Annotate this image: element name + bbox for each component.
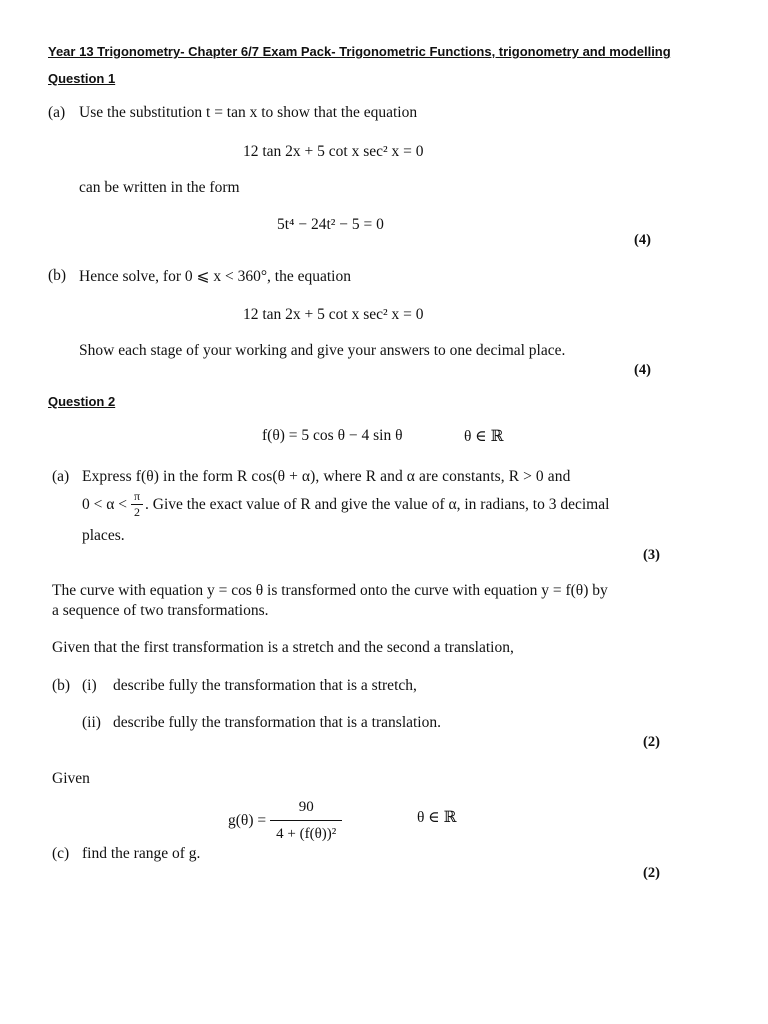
q2-part-c-marks: (2) (643, 865, 660, 881)
q2-curve-line-1: The curve with equation y = cos θ is transformed onto the curve with equation y = f(θ) by (52, 582, 608, 599)
q2-alpha-range: 0 < α < (82, 495, 127, 513)
q1-part-b-label: (b) (48, 267, 67, 284)
q2-given-stretch: Given that the first transformation is a stretch and the second a translation, (52, 639, 514, 656)
q2-g-definition (228, 796, 342, 845)
g-lhs: g(θ) = (228, 811, 267, 829)
q2-part-a-line-2 (82, 490, 609, 519)
q2-given: Given (52, 770, 90, 787)
q2-function-domain: θ ∈ ℝ (464, 428, 504, 445)
g-numerator: 90 (270, 796, 342, 821)
q1-equation-3: 12 tan 2x + 5 cot x sec² x = 0 (243, 306, 424, 323)
q1-part-a-marks: (4) (634, 232, 651, 248)
q2-part-b-i-label: (i) (82, 677, 97, 694)
q1-part-b-text: Hence solve, for 0 ⩽ x < 360°, the equation (79, 268, 351, 285)
pi-over-2-fraction (131, 490, 143, 519)
q1-equation-1: 12 tan 2x + 5 cot x sec² x = 0 (243, 143, 424, 160)
q2-g-domain: θ ∈ ℝ (417, 809, 457, 826)
q2-part-c-text: find the range of g. (82, 845, 201, 862)
question-1-heading: Question 1 (48, 71, 116, 86)
q2-part-b-ii-label: (ii) (82, 714, 101, 731)
g-fraction (270, 796, 342, 845)
q2-part-b-label: (b) (52, 677, 71, 694)
g-denominator: 4 + (f(θ))² (276, 826, 337, 842)
question-2-heading: Question 2 (48, 394, 116, 409)
q2-part-b-marks: (2) (643, 734, 660, 750)
q2-part-b-i-text: describe fully the transformation that is a stretch, (113, 677, 417, 694)
q2-function-definition: f(θ) = 5 cos θ − 4 sin θ (262, 427, 403, 444)
q1-part-a-text: Use the substitution t = tan x to show that the equation (79, 104, 418, 121)
q2-part-b-ii-text: describe fully the transformation that is a translation. (113, 714, 441, 731)
q2-part-a-label: (a) (52, 468, 70, 485)
fraction-denominator: 2 (134, 505, 141, 519)
q1-part-b-marks: (4) (634, 362, 651, 378)
q1-part-b-instruction: Show each stage of your working and give your answers to one decimal place. (79, 342, 566, 359)
q2-part-a-marks: (3) (643, 547, 660, 563)
q2-part-c-label: (c) (52, 845, 70, 862)
q2-part-a-line-3: places. (82, 527, 125, 544)
q1-can-be-written: can be written in the form (79, 179, 240, 196)
q2-curve-line-2: a sequence of two transformations. (52, 602, 269, 619)
q2-part-a-line-2-text: . Give the exact value of R and give the value of α, in radians, to 3 decimal (145, 495, 610, 513)
page-title: Year 13 Trigonometry- Chapter 6/7 Exam Pack- Trigonometric Functions, trigonometry and modelling (48, 44, 671, 59)
q1-equation-2: 5t⁴ − 24t² − 5 = 0 (277, 216, 384, 233)
fraction-numerator: π (131, 490, 143, 505)
q2-part-a-line-1: Express f(θ) in the form R cos(θ + α), where R and α are constants, R > 0 and (82, 468, 571, 485)
q1-part-a-label: (a) (48, 104, 66, 121)
